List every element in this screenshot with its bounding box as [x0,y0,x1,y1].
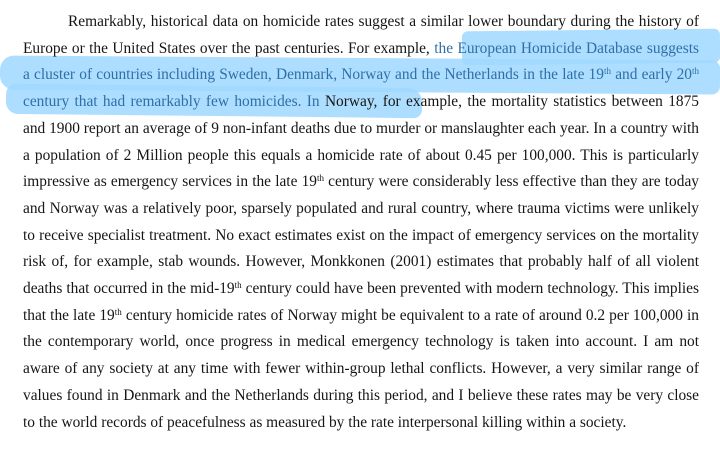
highlighted-text: century that had remarkably few homicides. In [23,93,320,111]
highlighted-text: the European Homicide Database suggests a cluster of countries including Sweden, Denmark, Norway and the Netherlands in the late 19 [23,39,699,84]
superscript: th [691,66,699,77]
text-run: Remarkably, historical data on homicide rates suggest a similar lower boundary during the history of Europe or the United States over the past centuries. For example, [23,13,699,57]
superscript: th [604,66,612,77]
superscript: th [114,306,122,317]
text-run: century could have been prevented with modern technology. This implies that the late 19 [23,280,699,324]
superscript: th [316,173,324,184]
superscript: th [234,280,242,291]
body-paragraph [23,9,699,436]
text-run: Norway, for example, the mortality statistics between 1875 and 1900 report an average of 9 non-infant deaths due to murder or manslaughter each year. In a country with a population of 2 Million people this equals a homicide rate of about 0.45 per 100,000. This is particularly impressive as emergency services in the late 19 [23,93,699,191]
text-run: century were considerably less effective than they are today and Norway was a relatively poor, sparsely populated and rural country, where trauma victims were unlikely to receive specialist treatment. No exact estimates exist on the impact of emergency services on the mortality risk of, for example, stab wounds. However, Monkkonen (2001) estimates that probably half of all violent deaths that occurred in the mid-19 [23,173,699,298]
highlighted-text: and early 20 [611,66,692,84]
text-run: century homicide rates of Norway might be equivalent to a rate of around 0.2 per 100,000 in the contemporary world, once progress in medical emergency technology is taken into account. I am not aware of any society at any time with fewer within-group lethal conflicts. However, a very similar range of values found in Denmark and the Netherlands during this period, and I believe these rates may be very close to the world records of peacefulness as measured by the rate interpersonal killing within a society. [23,306,700,431]
